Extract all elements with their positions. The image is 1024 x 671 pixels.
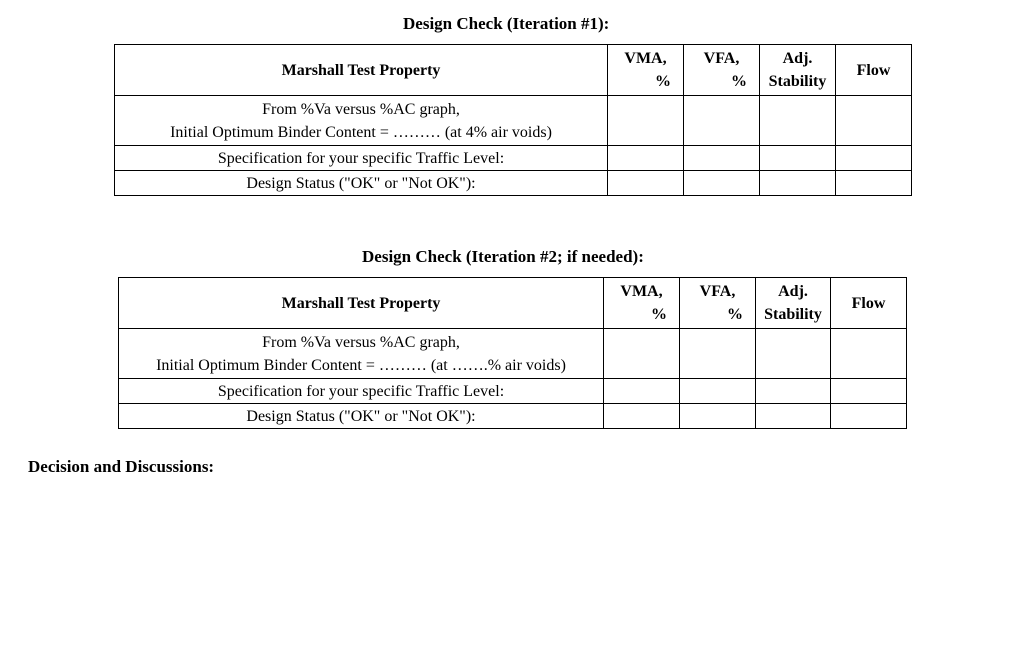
vfa-header xyxy=(684,45,760,96)
vma-spec-cell[interactable] xyxy=(604,379,680,404)
row-label-design-status: Design Status ("OK" or "Not OK"): xyxy=(119,404,604,429)
vfa-status-cell[interactable] xyxy=(680,404,756,429)
vma-header-label: VMA, xyxy=(620,283,663,300)
adj-stability-value-cell[interactable] xyxy=(760,96,836,146)
row-label-design-status: Design Status ("OK" or "Not OK"): xyxy=(115,171,608,196)
vfa-header-label: VFA, xyxy=(703,50,740,67)
iteration2-title: Design Check (Iteration #2; if needed): xyxy=(362,247,644,266)
adj-stability-value-cell[interactable] xyxy=(756,329,831,379)
row-label-optimum-binder xyxy=(119,329,604,379)
flow-status-cell[interactable] xyxy=(836,171,912,196)
table-row xyxy=(119,379,907,404)
row-label-specification: Specification for your specific Traffic Level: xyxy=(115,146,608,171)
adj-stability-header xyxy=(756,278,831,329)
table-row xyxy=(115,146,912,171)
table-row xyxy=(119,404,907,429)
row-label-line2: Initial Optimum Binder Content = ……… (at …….% air voids) xyxy=(156,356,566,374)
adj-stability-spec-cell[interactable] xyxy=(756,379,831,404)
stability-header-label: Stability xyxy=(768,73,827,90)
table-row xyxy=(115,96,912,146)
row-label-line1: From %Va versus %AC graph, xyxy=(262,333,460,351)
flow-value-cell[interactable] xyxy=(836,96,912,146)
flow-value-cell[interactable] xyxy=(831,329,907,379)
row-label-optimum-binder xyxy=(115,96,608,146)
flow-header: Flow xyxy=(831,278,907,329)
vma-value-cell[interactable] xyxy=(604,329,680,379)
row-label-line1: From %Va versus %AC graph, xyxy=(262,100,460,118)
table-header-row xyxy=(119,278,907,329)
design-check-table-iteration2 xyxy=(118,277,907,429)
property-header: Marshall Test Property xyxy=(119,278,604,329)
row-label-line2: Initial Optimum Binder Content = ……… (at 4% air voids) xyxy=(170,123,552,141)
adj-header-label: Adj. xyxy=(778,283,808,300)
vma-header-unit: % xyxy=(655,73,671,90)
vfa-value-cell[interactable] xyxy=(684,96,760,146)
vma-header xyxy=(608,45,684,96)
vma-status-cell[interactable] xyxy=(604,404,680,429)
row-label-specification: Specification for your specific Traffic Level: xyxy=(119,379,604,404)
flow-spec-cell[interactable] xyxy=(831,379,907,404)
vfa-spec-cell[interactable] xyxy=(680,379,756,404)
vfa-status-cell[interactable] xyxy=(684,171,760,196)
vma-status-cell[interactable] xyxy=(608,171,684,196)
table-header-row xyxy=(115,45,912,96)
adj-stability-header xyxy=(760,45,836,96)
vma-header-unit: % xyxy=(651,306,667,323)
property-header: Marshall Test Property xyxy=(115,45,608,96)
vfa-value-cell[interactable] xyxy=(680,329,756,379)
table-row xyxy=(115,171,912,196)
adj-header-label: Adj. xyxy=(782,50,813,67)
vma-header xyxy=(604,278,680,329)
vma-header-label: VMA, xyxy=(624,50,667,67)
stability-header-label: Stability xyxy=(764,306,822,323)
vfa-header-unit: % xyxy=(727,306,743,323)
iteration1-title: Design Check (Iteration #1): xyxy=(403,14,610,33)
vfa-header xyxy=(680,278,756,329)
flow-header: Flow xyxy=(836,45,912,96)
vma-spec-cell[interactable] xyxy=(608,146,684,171)
vfa-header-label: VFA, xyxy=(699,283,736,300)
flow-status-cell[interactable] xyxy=(831,404,907,429)
decision-discussions-heading: Decision and Discussions: xyxy=(28,457,215,476)
flow-spec-cell[interactable] xyxy=(836,146,912,171)
vma-value-cell[interactable] xyxy=(608,96,684,146)
vfa-header-unit: % xyxy=(731,73,747,90)
adj-stability-status-cell[interactable] xyxy=(760,171,836,196)
adj-stability-spec-cell[interactable] xyxy=(760,146,836,171)
design-check-table-iteration1 xyxy=(114,44,912,196)
table-row xyxy=(119,329,907,379)
vfa-spec-cell[interactable] xyxy=(684,146,760,171)
adj-stability-status-cell[interactable] xyxy=(756,404,831,429)
